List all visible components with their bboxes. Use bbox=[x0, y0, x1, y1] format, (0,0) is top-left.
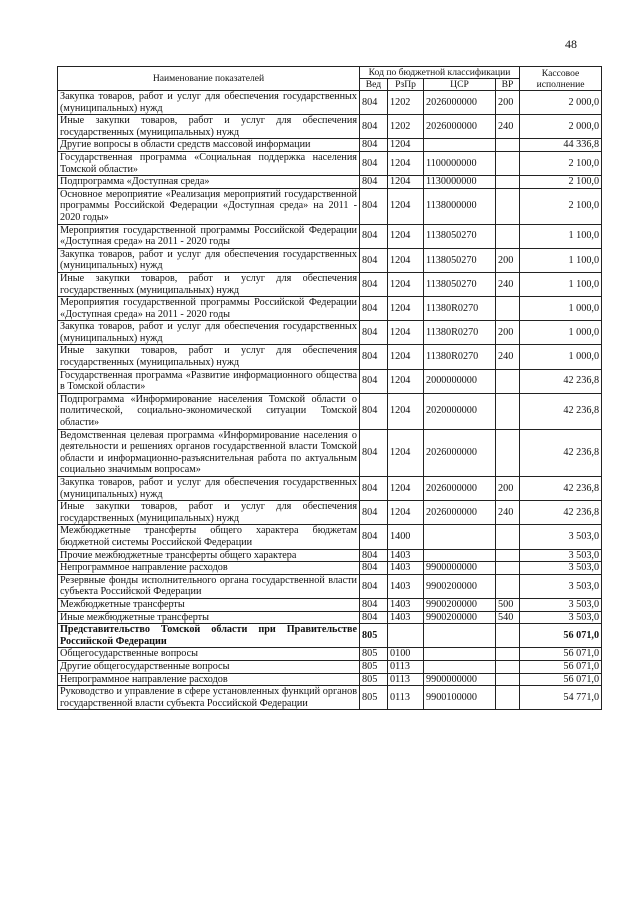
cell-csr: 2026000000 bbox=[424, 429, 496, 476]
cell-ved: 805 bbox=[360, 673, 388, 686]
cell-csr: 9900000000 bbox=[424, 673, 496, 686]
cell-name: Непрограммное направление расходов bbox=[58, 673, 360, 686]
table-row bbox=[58, 188, 602, 224]
table-row bbox=[58, 297, 602, 321]
cell-vr bbox=[496, 297, 520, 321]
table-row bbox=[58, 369, 602, 393]
cell-name: Представительство Томской области при Правительстве Российской Федерации bbox=[58, 624, 360, 648]
table-row bbox=[58, 272, 602, 296]
header-ved: Вед bbox=[360, 79, 388, 91]
cell-csr: 1138050270 bbox=[424, 248, 496, 272]
cell-vr: 540 bbox=[496, 611, 520, 624]
cell-rzpr: 1204 bbox=[388, 151, 424, 175]
cell-csr: 2026000000 bbox=[424, 115, 496, 139]
cell-vr bbox=[496, 369, 520, 393]
cell-name: Иные закупки товаров, работ и услуг для обеспечения государственных (муниципальных) нужд bbox=[58, 345, 360, 369]
cell-vr: 240 bbox=[496, 272, 520, 296]
table-row bbox=[58, 115, 602, 139]
cell-vr: 240 bbox=[496, 501, 520, 525]
table-row bbox=[58, 345, 602, 369]
table-row bbox=[58, 574, 602, 598]
cell-ved: 804 bbox=[360, 477, 388, 501]
cell-sum: 42 236,8 bbox=[520, 393, 602, 429]
header-sum: Кассовое исполнение bbox=[520, 67, 602, 91]
cell-rzpr: 1403 bbox=[388, 574, 424, 598]
cell-name: Общегосударственные вопросы bbox=[58, 648, 360, 661]
table-row bbox=[58, 393, 602, 429]
cell-sum: 42 236,8 bbox=[520, 369, 602, 393]
cell-rzpr: 1204 bbox=[388, 139, 424, 152]
cell-vr: 200 bbox=[496, 477, 520, 501]
cell-csr: 11380R0270 bbox=[424, 345, 496, 369]
cell-name: Иные закупки товаров, работ и услуг для обеспечения государственных (муниципальных) нужд bbox=[58, 115, 360, 139]
cell-name: Другие вопросы в области средств массовой информации bbox=[58, 139, 360, 152]
cell-rzpr: 0113 bbox=[388, 660, 424, 673]
cell-ved: 804 bbox=[360, 598, 388, 611]
cell-sum: 42 236,8 bbox=[520, 477, 602, 501]
budget-table bbox=[57, 66, 602, 710]
cell-sum: 54 771,0 bbox=[520, 686, 602, 710]
cell-rzpr: 1403 bbox=[388, 562, 424, 575]
cell-rzpr: 1204 bbox=[388, 393, 424, 429]
cell-name: Подпрограмма «Доступная среда» bbox=[58, 176, 360, 189]
cell-ved: 804 bbox=[360, 501, 388, 525]
cell-ved: 805 bbox=[360, 660, 388, 673]
cell-csr: 1130000000 bbox=[424, 176, 496, 189]
table-row bbox=[58, 139, 602, 152]
cell-name: Мероприятия государственной программы Российской Федерации «Доступная среда» на 2011 - 2020 годы bbox=[58, 297, 360, 321]
table-row bbox=[58, 501, 602, 525]
cell-name: Другие общегосударственные вопросы bbox=[58, 660, 360, 673]
cell-vr bbox=[496, 393, 520, 429]
cell-ved: 804 bbox=[360, 151, 388, 175]
cell-sum: 2 000,0 bbox=[520, 115, 602, 139]
cell-ved: 804 bbox=[360, 574, 388, 598]
cell-rzpr: 1204 bbox=[388, 272, 424, 296]
header-rzpr: РзПр bbox=[388, 79, 424, 91]
cell-csr bbox=[424, 660, 496, 673]
cell-ved: 805 bbox=[360, 686, 388, 710]
cell-vr bbox=[496, 660, 520, 673]
cell-rzpr: 1204 bbox=[388, 501, 424, 525]
cell-ved: 805 bbox=[360, 648, 388, 661]
cell-csr: 2026000000 bbox=[424, 91, 496, 115]
cell-name: Закупка товаров, работ и услуг для обеспечения государственных (муниципальных) нужд bbox=[58, 321, 360, 345]
table-row bbox=[58, 660, 602, 673]
cell-vr bbox=[496, 624, 520, 648]
cell-ved: 805 bbox=[360, 624, 388, 648]
cell-vr: 200 bbox=[496, 321, 520, 345]
cell-sum: 3 503,0 bbox=[520, 598, 602, 611]
cell-csr: 2026000000 bbox=[424, 477, 496, 501]
cell-ved: 804 bbox=[360, 272, 388, 296]
cell-vr bbox=[496, 525, 520, 549]
cell-vr: 240 bbox=[496, 115, 520, 139]
cell-vr bbox=[496, 176, 520, 189]
cell-csr: 2026000000 bbox=[424, 501, 496, 525]
table-row bbox=[58, 429, 602, 476]
cell-vr bbox=[496, 686, 520, 710]
cell-name: Закупка товаров, работ и услуг для обеспечения государственных (муниципальных) нужд bbox=[58, 477, 360, 501]
cell-rzpr: 1204 bbox=[388, 188, 424, 224]
table-header bbox=[58, 67, 602, 91]
cell-name: Государственная программа «Социальная поддержка населения Томской области» bbox=[58, 151, 360, 175]
cell-sum: 1 000,0 bbox=[520, 321, 602, 345]
cell-csr: 9900200000 bbox=[424, 574, 496, 598]
cell-ved: 804 bbox=[360, 176, 388, 189]
header-vr: ВР bbox=[496, 79, 520, 91]
cell-rzpr: 1202 bbox=[388, 91, 424, 115]
cell-ved: 804 bbox=[360, 345, 388, 369]
cell-sum: 1 100,0 bbox=[520, 248, 602, 272]
table-row bbox=[58, 648, 602, 661]
cell-name: Иные закупки товаров, работ и услуг для обеспечения государственных (муниципальных) нужд bbox=[58, 501, 360, 525]
table-row bbox=[58, 224, 602, 248]
cell-vr bbox=[496, 574, 520, 598]
cell-sum: 2 100,0 bbox=[520, 188, 602, 224]
cell-name: Государственная программа «Развитие информационного общества в Томской области» bbox=[58, 369, 360, 393]
cell-sum: 3 503,0 bbox=[520, 574, 602, 598]
cell-rzpr: 1204 bbox=[388, 297, 424, 321]
cell-sum: 1 000,0 bbox=[520, 297, 602, 321]
table-row bbox=[58, 686, 602, 710]
table-row bbox=[58, 598, 602, 611]
cell-rzpr: 1204 bbox=[388, 248, 424, 272]
cell-ved: 804 bbox=[360, 91, 388, 115]
cell-sum: 2 000,0 bbox=[520, 91, 602, 115]
cell-csr: 2020000000 bbox=[424, 393, 496, 429]
cell-name: Мероприятия государственной программы Российской Федерации «Доступная среда» на 2011 - 2020 годы bbox=[58, 224, 360, 248]
cell-csr bbox=[424, 624, 496, 648]
cell-csr: 9900200000 bbox=[424, 611, 496, 624]
cell-sum: 2 100,0 bbox=[520, 151, 602, 175]
cell-csr: 9900100000 bbox=[424, 686, 496, 710]
cell-ved: 804 bbox=[360, 562, 388, 575]
cell-csr bbox=[424, 139, 496, 152]
header-csr: ЦСР bbox=[424, 79, 496, 91]
table-row bbox=[58, 176, 602, 189]
cell-sum: 56 071,0 bbox=[520, 648, 602, 661]
cell-sum: 56 071,0 bbox=[520, 673, 602, 686]
cell-rzpr: 1204 bbox=[388, 321, 424, 345]
cell-name: Основное мероприятие «Реализация мероприятий государственной программы Российской Федерации «Доступная среда» на 2011 - 2020 годы» bbox=[58, 188, 360, 224]
cell-vr bbox=[496, 151, 520, 175]
cell-name: Закупка товаров, работ и услуг для обеспечения государственных (муниципальных) нужд bbox=[58, 248, 360, 272]
cell-rzpr: 1400 bbox=[388, 525, 424, 549]
cell-vr bbox=[496, 549, 520, 562]
cell-ved: 804 bbox=[360, 188, 388, 224]
table-row bbox=[58, 91, 602, 115]
cell-name: Подпрограмма «Информирование населения Томской области о политической, социально-экономической ситуации Томской области» bbox=[58, 393, 360, 429]
cell-vr: 200 bbox=[496, 248, 520, 272]
cell-ved: 804 bbox=[360, 248, 388, 272]
cell-ved: 804 bbox=[360, 611, 388, 624]
cell-vr bbox=[496, 139, 520, 152]
cell-name: Межбюджетные трансферты общего характера бюджетам бюджетной системы Российской Федерации bbox=[58, 525, 360, 549]
table-row bbox=[58, 151, 602, 175]
cell-name: Закупка товаров, работ и услуг для обеспечения государственных (муниципальных) нужд bbox=[58, 91, 360, 115]
cell-vr bbox=[496, 648, 520, 661]
cell-csr bbox=[424, 525, 496, 549]
cell-sum: 42 236,8 bbox=[520, 429, 602, 476]
table-row bbox=[58, 525, 602, 549]
cell-rzpr: 0113 bbox=[388, 686, 424, 710]
cell-sum: 1 100,0 bbox=[520, 272, 602, 296]
cell-rzpr: 0113 bbox=[388, 673, 424, 686]
cell-csr: 1138050270 bbox=[424, 224, 496, 248]
table-row bbox=[58, 562, 602, 575]
cell-vr bbox=[496, 673, 520, 686]
cell-ved: 804 bbox=[360, 369, 388, 393]
cell-sum: 2 100,0 bbox=[520, 176, 602, 189]
cell-ved: 804 bbox=[360, 321, 388, 345]
cell-name: Иные межбюджетные трансферты bbox=[58, 611, 360, 624]
cell-csr: 11380R0270 bbox=[424, 321, 496, 345]
cell-ved: 804 bbox=[360, 429, 388, 476]
cell-rzpr: 1204 bbox=[388, 477, 424, 501]
cell-name: Непрограммное направление расходов bbox=[58, 562, 360, 575]
cell-ved: 804 bbox=[360, 224, 388, 248]
cell-name: Резервные фонды исполнительного органа государственной власти субъекта Российской Федерации bbox=[58, 574, 360, 598]
table-row bbox=[58, 624, 602, 648]
cell-rzpr: 1204 bbox=[388, 369, 424, 393]
cell-rzpr: 1204 bbox=[388, 224, 424, 248]
cell-name: Руководство и управление в сфере установленных функций органов государственной власти субъекта Российской Федерации bbox=[58, 686, 360, 710]
table-row bbox=[58, 477, 602, 501]
cell-sum: 1 100,0 bbox=[520, 224, 602, 248]
cell-rzpr: 1403 bbox=[388, 549, 424, 562]
cell-sum: 3 503,0 bbox=[520, 562, 602, 575]
cell-sum: 3 503,0 bbox=[520, 549, 602, 562]
cell-name: Прочие межбюджетные трансферты общего характера bbox=[58, 549, 360, 562]
cell-vr: 240 bbox=[496, 345, 520, 369]
cell-csr bbox=[424, 549, 496, 562]
table-row bbox=[58, 321, 602, 345]
cell-csr: 1138000000 bbox=[424, 188, 496, 224]
cell-csr bbox=[424, 648, 496, 661]
cell-rzpr: 1403 bbox=[388, 598, 424, 611]
cell-sum: 56 071,0 bbox=[520, 660, 602, 673]
cell-vr bbox=[496, 562, 520, 575]
cell-rzpr: 1403 bbox=[388, 611, 424, 624]
header-code-group: Код по бюджетной классификации bbox=[360, 67, 520, 79]
cell-ved: 804 bbox=[360, 549, 388, 562]
cell-ved: 804 bbox=[360, 525, 388, 549]
page-number: 48 bbox=[565, 37, 577, 51]
cell-sum: 1 000,0 bbox=[520, 345, 602, 369]
cell-ved: 804 bbox=[360, 115, 388, 139]
cell-csr: 9900200000 bbox=[424, 598, 496, 611]
cell-rzpr: 1202 bbox=[388, 115, 424, 139]
cell-csr: 1138050270 bbox=[424, 272, 496, 296]
cell-sum: 44 336,8 bbox=[520, 139, 602, 152]
cell-sum: 42 236,8 bbox=[520, 501, 602, 525]
cell-sum: 56 071,0 bbox=[520, 624, 602, 648]
cell-csr: 9900000000 bbox=[424, 562, 496, 575]
cell-vr: 200 bbox=[496, 91, 520, 115]
cell-ved: 804 bbox=[360, 393, 388, 429]
cell-rzpr: 1204 bbox=[388, 176, 424, 189]
table-row bbox=[58, 611, 602, 624]
cell-csr: 1100000000 bbox=[424, 151, 496, 175]
cell-ved: 804 bbox=[360, 297, 388, 321]
header-name: Наименование показателей bbox=[58, 67, 360, 91]
cell-vr: 500 bbox=[496, 598, 520, 611]
cell-name: Ведомственная целевая программа «Информирование населения о деятельности и решениях органов государственной власти Томской области и информационно-разъяснительная работа по актуальным социально значимым вопросам» bbox=[58, 429, 360, 476]
cell-csr: 11380R0270 bbox=[424, 297, 496, 321]
cell-rzpr bbox=[388, 624, 424, 648]
cell-rzpr: 1204 bbox=[388, 345, 424, 369]
table-row bbox=[58, 673, 602, 686]
table-row bbox=[58, 549, 602, 562]
cell-vr bbox=[496, 429, 520, 476]
cell-rzpr: 1204 bbox=[388, 429, 424, 476]
cell-sum: 3 503,0 bbox=[520, 525, 602, 549]
cell-ved: 804 bbox=[360, 139, 388, 152]
table-row bbox=[58, 248, 602, 272]
cell-name: Иные закупки товаров, работ и услуг для обеспечения государственных (муниципальных) нужд bbox=[58, 272, 360, 296]
cell-rzpr: 0100 bbox=[388, 648, 424, 661]
cell-csr: 2000000000 bbox=[424, 369, 496, 393]
cell-sum: 3 503,0 bbox=[520, 611, 602, 624]
cell-vr bbox=[496, 188, 520, 224]
cell-vr bbox=[496, 224, 520, 248]
table-body bbox=[58, 91, 602, 710]
cell-name: Межбюджетные трансферты bbox=[58, 598, 360, 611]
